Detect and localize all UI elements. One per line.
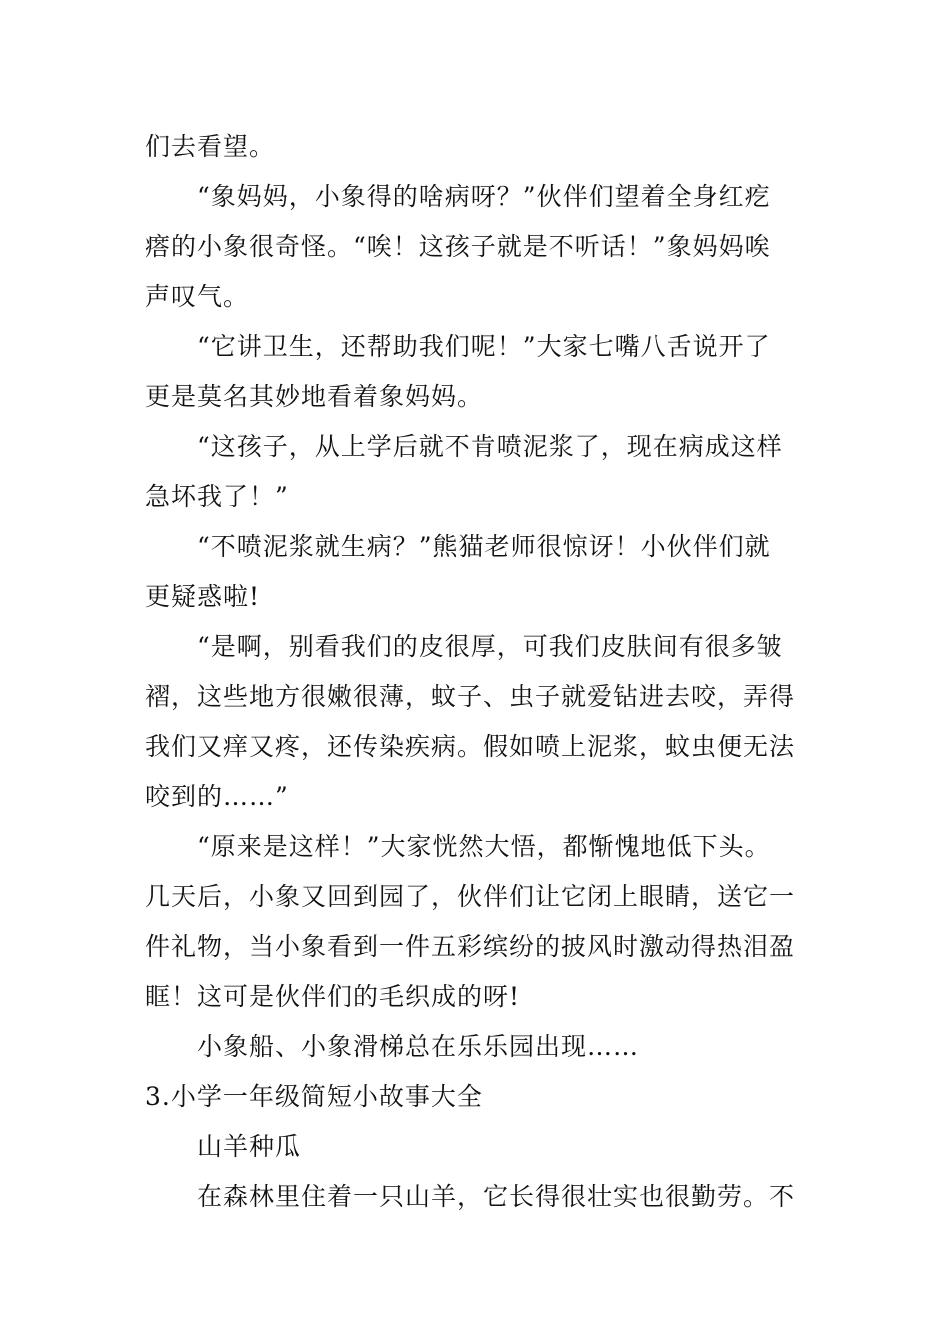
text-line: “不喷泥浆就生病？”熊猫老师很惊讶！小伙伴们就 bbox=[197, 532, 771, 561]
text-line: “它讲卫生，还帮助我们呢！”大家七嘴八舌说开了 bbox=[197, 332, 771, 361]
text-line: 咬到的……” bbox=[145, 782, 289, 811]
text-line: 瘩的小象很奇怪。“唉！这孩子就是不听话！”象妈妈唉 bbox=[145, 232, 771, 261]
text-line: “是啊，别看我们的皮很厚，可我们皮肤间有很多皱 bbox=[197, 632, 783, 661]
document-body bbox=[145, 122, 810, 1222]
text-line: 我们又痒又疼，还传染疾病。假如喷上泥浆，蚊虫便无法 bbox=[145, 732, 796, 761]
text-line: 小象船、小象滑梯总在乐乐园出现…… bbox=[197, 1032, 640, 1061]
text-line: 褶，这些地方很嫩很薄，蚊子、虫子就爱钻进去咬，弄得 bbox=[145, 682, 796, 711]
text-line: 急坏我了！” bbox=[145, 482, 289, 511]
text-line: “原来是这样！”大家恍然大悟，都惭愧地低下头。 bbox=[197, 832, 771, 861]
text-line: 在森林里住着一只山羊，它长得很壮实也很勤劳。不 bbox=[197, 1182, 796, 1211]
text-line: 更是莫名其妙地看着象妈妈。 bbox=[145, 382, 484, 411]
text-line: 更疑惑啦! bbox=[145, 582, 261, 611]
text-line: 眶！这可是伙伴们的毛织成的呀! bbox=[145, 982, 521, 1011]
text-line: 几天后，小象又回到园了，伙伴们让它闭上眼睛，送它一 bbox=[145, 882, 796, 911]
section-heading: 3.小学一年级简短小故事大全 bbox=[145, 1082, 483, 1111]
text-line: 声叹气。 bbox=[145, 282, 250, 311]
text-line: 件礼物，当小象看到一件五彩缤纷的披风时激动得热泪盈 bbox=[145, 932, 796, 961]
text-line: 们去看望。 bbox=[145, 132, 276, 161]
story-title: 山羊种瓜 bbox=[197, 1132, 302, 1161]
text-line: “象妈妈，小象得的啥病呀？”伙伴们望着全身红疙 bbox=[197, 182, 771, 211]
text-line: “这孩子，从上学后就不肯喷泥浆了，现在病成这样 bbox=[197, 432, 783, 461]
